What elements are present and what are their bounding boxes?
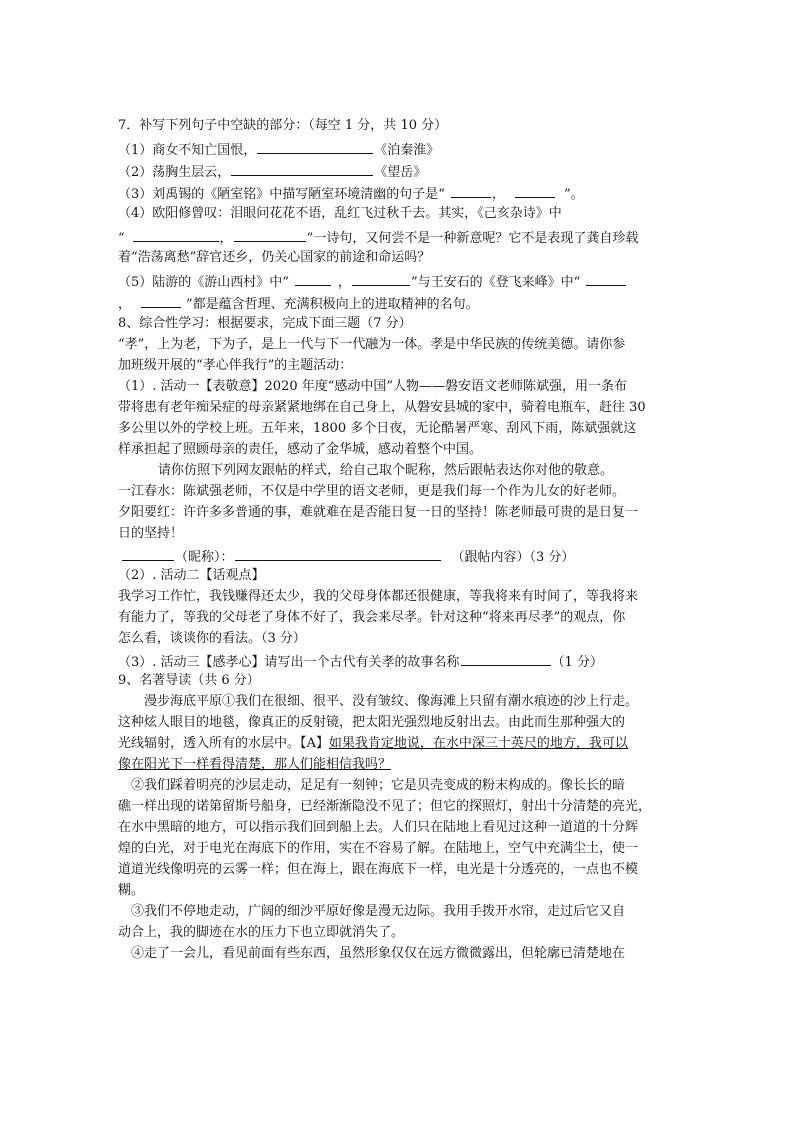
q8-activity-2-title: （2）. 活动二【话观点】 xyxy=(118,568,265,583)
q8-sample-post-1: 一江春水：陈斌强老师，不仅是中学里的语文老师，更是我们每一个作为儿女的好老师。 xyxy=(118,484,626,499)
q7-item-5-end: ”都是蕴含哲理、充满积极向上的进取精神的名句。 xyxy=(186,297,479,312)
q8-activity-3-text: （3）. 活动三【感孝心】请写出一个古代有关孝的故事名称 xyxy=(118,655,460,670)
q9-para-2: ②我们踩着明亮的沙层走动，足足有一刻钟；它是贝壳变成的粉末构成的。像长长的暗 xyxy=(131,778,626,793)
q9-para-2-line-3: 在水中黑暗的地方，可以指示我们回到船上去。人们只在陆地上看见过这种一道道的十分辉 xyxy=(118,820,639,835)
answer-blank[interactable] xyxy=(257,140,373,154)
answer-blank[interactable] xyxy=(234,228,306,242)
q8-sample-post-2: 夕阳要红：许许多多普通的事，难就难在是否能日复一日的坚持！陈老师最可贵的是日复一 xyxy=(118,505,639,520)
q7-item-3-comma: ， xyxy=(491,187,505,202)
q9-para-4: ④走了一会儿，看见前面有些东西，虽然形象仅仅在远方微微露出，但轮廓已清楚地在 xyxy=(131,946,626,961)
q8-activity-1-line-3: 多公里以外的学校上班。五年来，1800 多个日夜，无论酷暑严寒、刮风下雨，陈斌强就这 xyxy=(118,421,637,436)
marker-a: 【A】 xyxy=(300,736,329,751)
q8-title: 8、综合性学习：根据要求，完成下面三题（7 分） xyxy=(118,316,412,331)
q7-item-5-cont xyxy=(118,294,684,316)
q7-item-5 xyxy=(118,272,684,294)
underlined-sentence: 如果我肯定地说，在水中深三十英尺的地方，我可以 xyxy=(328,736,628,751)
q7-item-1-source: 《泊秦淮》 xyxy=(374,143,440,158)
q8-intro-1: “孝”，上为老，下为子，是上一代与下一代融为一体。孝是中华民族的传统美德。请你参 xyxy=(118,337,626,352)
q7-item-4-comma: ， xyxy=(219,231,233,246)
q7-item-5-comma: ， xyxy=(337,275,351,290)
q9-para-1-line-3 xyxy=(118,736,684,757)
q9-para-2-line-2: 礁一样出现的诺第留斯号船身，已经渐渐隐没不见了；但它的探照灯，射出十分清楚的亮光， xyxy=(118,799,652,814)
q8-activity-2-line-1: 我学习工作忙，我钱赚得还太少，我的父母身体都还很健康，等我将来有时间了，等我将来 xyxy=(118,589,639,604)
q7-item-3-text: （3）刘禹锡的《陋室铭》中描写陋室环境清幽的句子是“ xyxy=(118,187,445,202)
q8-activity-3-score: （1 分） xyxy=(551,655,603,670)
answer-blank[interactable] xyxy=(141,294,181,308)
q7-item-4: （4）欧阳修曾叹：泪眼问花花不语，乱红飞过秋千去。其实，《己亥杂诗》中 xyxy=(118,206,562,221)
q7-item-4-end: 着“浩荡离愁”辞官还乡，仍关心国家的前途和命运吗？ xyxy=(118,250,431,265)
q9-para-2-line-6: 糊。 xyxy=(118,883,145,898)
nickname-label: （昵称）： xyxy=(175,550,234,565)
answer-blank[interactable] xyxy=(515,184,555,198)
q7-item-4-open: “ xyxy=(118,231,125,246)
q7-item-1 xyxy=(118,140,684,162)
q7-item-5-comma-2: ， xyxy=(118,297,132,312)
answer-blank[interactable] xyxy=(461,652,551,666)
answer-blank[interactable] xyxy=(586,272,626,286)
post-content-blank[interactable] xyxy=(235,547,441,561)
q8-activity-1: （1）. 活动一【表敬意】2020 年度“感动中国”人物——磐安语文老师陈斌强，用一条布 xyxy=(118,379,628,394)
q7-item-5-text: （5）陆游的《游山西村》中“ xyxy=(118,275,289,290)
q8-sample-post-2-cont: 日的坚持！ xyxy=(118,526,184,541)
q8-activity-1-line-2: 带将患有老年痴呆症的母亲紧紧地绑在自己身上，从磐安县城的家中，骑着电瓶车，赶往 30 xyxy=(118,400,646,415)
q8-answer-row xyxy=(118,547,684,568)
exam-page xyxy=(118,118,684,967)
q8-activity-2-line-2: 有能力了，等我的父母老了身体不好了，我会来尽孝。针对这种“将来再尽孝”的观点，你 xyxy=(118,610,626,625)
q8-activity-1-line-4: 样承担起了照顾母亲的责任，感动了金华城，感动着整个中国。 xyxy=(118,442,483,457)
q8-activity-1-instruction: 请你仿照下列网友跟帖的样式，给自己取个昵称，然后跟帖表达你对他的敬意。 xyxy=(158,463,614,478)
answer-blank[interactable] xyxy=(231,162,373,176)
q7-item-3 xyxy=(118,184,684,206)
q7-item-1-text: （1）商女不知亡国恨， xyxy=(118,143,257,158)
underlined-sentence-cont: 像在阳光下一样看得清楚，那人们能相信我吗？ xyxy=(118,757,392,772)
q9-para-2-line-5: 道道光线像明亮的云雾一样；但在海上，跟在海底下一样，电光是十分透亮的，一点也不模 xyxy=(118,862,639,877)
q9-para-1-line-2: 这种炫人眼目的地毯，像真正的反射镜，把太阳光强烈地反射出去。由此而生那种强大的 xyxy=(118,715,626,730)
q8-activity-3 xyxy=(118,652,684,673)
answer-blank[interactable] xyxy=(352,272,410,286)
q7-item-2 xyxy=(118,162,684,184)
q9-para-2-line-4: 煌的白光，对于电光在海底下的作用，实在不容易了解。在陆地上，空气中充满尘土，使一 xyxy=(118,841,639,856)
post-content-label: （跟帖内容）（3 分） xyxy=(451,550,575,565)
q7-item-2-source: 《望岳》 xyxy=(374,165,427,180)
q7-item-3-close: ”。 xyxy=(563,187,584,202)
nickname-blank[interactable] xyxy=(122,547,174,561)
q9-para-3: ③我们不停地走动，广阔的细沙平原好像是漫无边际。我用手拨开水帘，走过后它又自 xyxy=(131,904,626,919)
answer-blank[interactable] xyxy=(295,272,331,286)
q9-title: 9、名著导读（共 6 分） xyxy=(118,673,260,688)
answer-blank[interactable] xyxy=(133,228,219,242)
q9-para-1-line-3-text: 光线辐射，透入所有的水层中。 xyxy=(118,736,301,751)
q9-para-1: 漫步海底平原①我们在很细、很平、没有皱纹、像海滩上只留有潮水痕迹的沙上行走。 xyxy=(144,694,639,709)
q7-item-4-cont xyxy=(118,228,684,250)
q7-title: 7．补写下列句子中空缺的部分：（每空 1 分，共 10 分） xyxy=(118,118,448,133)
q7-item-4-rest: ”一诗句，又何尝不是一种新意呢？它不是表现了龚自珍载 xyxy=(306,231,639,246)
q8-activity-2-line-3: 怎么看，谈谈你的看法。（3 分） xyxy=(118,631,306,646)
q8-intro-2: 加班级开展的“孝心伴我行”的主题活动： xyxy=(118,358,353,373)
answer-blank[interactable] xyxy=(451,184,491,198)
q9-para-1-line-4 xyxy=(118,757,684,778)
q7-item-2-text: （2）荡胸生层云， xyxy=(118,165,231,180)
q7-item-5-mid: ”与王安石的《登飞来峰》中“ xyxy=(410,275,581,290)
q9-para-3-line-2: 动合上，我的脚迹在水的压力下也立即就消失了。 xyxy=(118,925,405,940)
